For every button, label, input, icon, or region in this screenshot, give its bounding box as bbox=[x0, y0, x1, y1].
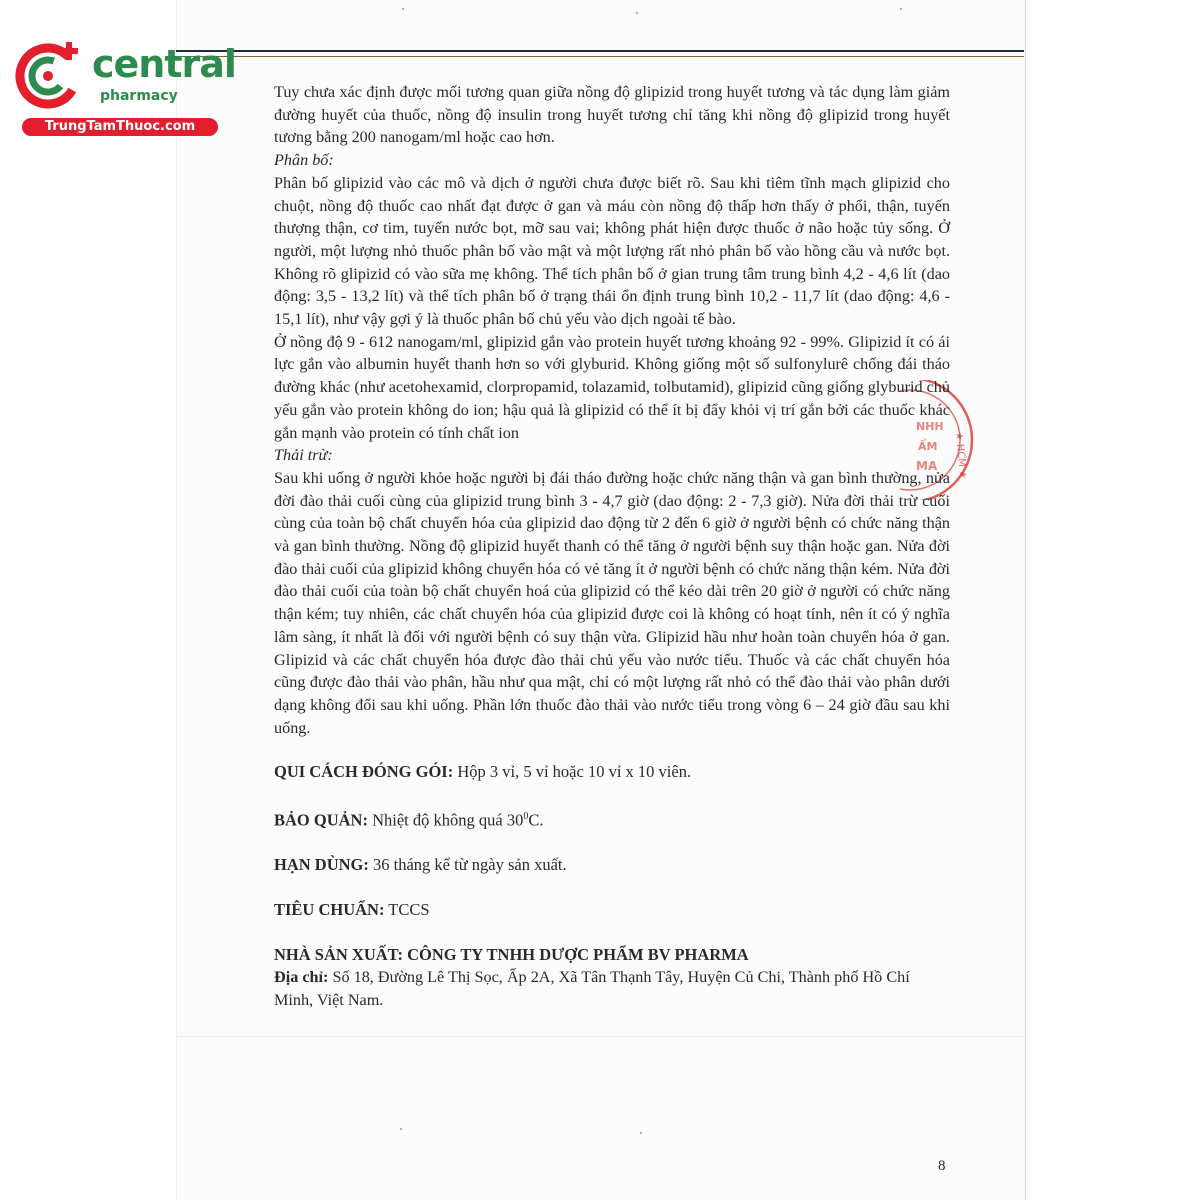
packaging-value: Hộp 3 vỉ, 5 vỉ hoặc 10 vỉ x 10 viên. bbox=[457, 762, 692, 782]
page-number: 8 bbox=[938, 1158, 946, 1174]
storage-degree: 0 bbox=[523, 811, 529, 823]
logo-domain-badge: TrungTamThuoc.com bbox=[22, 118, 218, 136]
scan-speck bbox=[640, 1132, 642, 1134]
address-value: Số 18, Đường Lê Thị Sọc, Ấp 2A, Xã Tân Thạnh Tây, Huyện Củ Chi, Thành phố Hồ Chí Minh, Việt Nam. bbox=[274, 968, 910, 1010]
storage-value: Nhiệt độ không quá 30 bbox=[372, 810, 524, 830]
logo-wordmark: central bbox=[92, 42, 236, 86]
standard-label: TIÊU CHUẨN: bbox=[274, 900, 385, 919]
protein-binding-paragraph: Ở nồng độ 9 - 612 nanogam/ml, glipizid gắn vào protein huyết tương khoảng 92 - 99%. Glipizid ít có ái lực gắn vào albumin huyết thanh hơn so với glyburid. Không giống một số sulfonylurê chống đái tháo đường khác (như acetohexamid, clorpropamid, tolazamid, tolbutamid), glipizid cũng giống glyburid chủ yếu gắn vào protein không do ion; hậu quả là glipizid có thể ít bị đẩy khỏi vị trí gắn bởi các thuốc khác gắn mạnh vào protein có tính chất ion bbox=[274, 332, 950, 442]
scan-speck bbox=[900, 8, 902, 10]
standard-value: TCCS bbox=[388, 900, 430, 919]
manufacturer-label: NHÀ SẢN XUẤT: CÔNG TY TNHH DƯỢC PHẨM BV PHARMA bbox=[274, 944, 749, 964]
packaging-line bbox=[274, 761, 950, 784]
header-rule bbox=[176, 50, 1024, 57]
elimination-heading: Thải trừ: bbox=[274, 446, 333, 465]
intro-paragraph: Tuy chưa xác định được mối tương quan giữa nồng độ glipizid trong huyết tương và tác dụng làm giảm đường huyết của thuốc, nồng độ insulin trong huyết tương chỉ tăng khi nồng độ glipizid trong huyết tương bằng 200 nanogam/ml hoặc cao hơn. bbox=[274, 83, 950, 147]
svg-text:ẨM: ẨM bbox=[918, 440, 938, 453]
address-line bbox=[274, 966, 950, 1011]
logo-mark-icon bbox=[10, 36, 90, 116]
scan-speck bbox=[400, 1128, 402, 1130]
distribution-heading: Phân bố: bbox=[274, 151, 334, 170]
elimination-paragraph: Sau khi uống ở người khỏe hoặc người bị đái tháo đường hoặc chức năng thận và gan bình thường, nửa đời đào thải cuối cùng của glipizid trung bình 3 - 4,7 giờ (dao động: 2 - 7,3 giờ). Nửa đời thải trừ cuối cùng của toàn bộ chất chuyển hóa của glipizid dao động từ 2 đến 6 giờ ở người bệnh có chức năng thận và gan bình thường. Nồng độ glipizid huyết thanh có thể tăng ở người bệnh suy thận hoặc gan. Nửa đời đào thải cuối của glipizid không chuyển hóa có vẻ tăng ít ở người bệnh có chức năng thận kém. Nửa đời đào thải cuối của toàn bộ chất chuyển hoá của glipizid có thể kéo dài trên 20 giờ ở người có chức năng thận kém; tuy nhiên, các chất chuyển hóa của glipizid được coi là không có hoạt tính, nên ít có ý nghĩa lâm sàng, ít nhất là đối với người bệnh có suy thận vừa. Glipizid hầu như hoàn toàn chuyển hóa ở gan. Glipizid và các chất chuyển hóa được đào thải chủ yếu vào nước tiểu. Thuốc và các chất chuyển hóa cũng được đào thải vào phân, hầu như qua mật, chỉ có một lượng rất nhỏ có thể đào thải vào phân dưới dạng không đổi sau khi uống. Phần lớn thuốc đào thải vào nước tiểu trong vòng 6 – 24 giờ đầu sau khi uống. bbox=[274, 468, 950, 737]
address-label: Địa chỉ: bbox=[274, 968, 329, 987]
document-body bbox=[274, 81, 950, 1012]
svg-text:MA: MA bbox=[916, 459, 938, 473]
distribution-paragraph: Phân bố glipizid vào các mô và dịch ở người chưa được biết rõ. Sau khi tiêm tĩnh mạch glipizid cho chuột, nồng độ thuốc cao nhất đạt được ở gan và máu còn nồng độ thấp hơn thấy ở phổi, thận, tuyến thượng thận, cơ tim, tuyến nước bọt, mỡ sau vai; không phát hiện được thuốc ở não hoặc tủy sống. Ở người, một lượng nhỏ thuốc phân bố vào mật và một lượng rất nhỏ phân bố vào hồng cầu và nước bọt. Không rõ glipizid có vào sữa mẹ không. Thể tích phân bố ở gian trung tâm trung bình 4,2 - 4,6 lít (dao động: 3,5 - 13,2 lít) và thể tích phân bố ở trạng thái ổn định trung bình 10,2 - 11,7 lít (dao động: 4,6 - 15,1 lít), như vậy gợi ý là thuốc phân bố chủ yếu vào dịch ngoài tế bào. bbox=[274, 173, 950, 329]
shelf-life-label: HẠN DÙNG: bbox=[274, 855, 369, 875]
svg-text:NHH: NHH bbox=[916, 420, 944, 433]
scan-speck bbox=[402, 8, 404, 10]
packaging-label: QUI CÁCH ĐÓNG GÓI: bbox=[274, 762, 454, 782]
standard-line bbox=[274, 899, 950, 922]
logo-tagline: pharmacy bbox=[100, 88, 178, 104]
scan-edge bbox=[176, 1036, 1024, 1037]
shelf-life-line bbox=[274, 854, 950, 877]
storage-unit: C. bbox=[528, 810, 544, 830]
pharmacy-logo bbox=[10, 36, 236, 136]
shelf-life-value: 36 tháng kể từ ngày sản xuất. bbox=[373, 855, 567, 875]
manufacturer-line bbox=[274, 944, 950, 967]
svg-text:★ HCM ★: ★ HCM ★ bbox=[953, 431, 969, 480]
storage-line bbox=[274, 806, 950, 832]
scan-speck bbox=[636, 12, 638, 14]
storage-label: BẢO QUẢN: bbox=[274, 810, 368, 830]
